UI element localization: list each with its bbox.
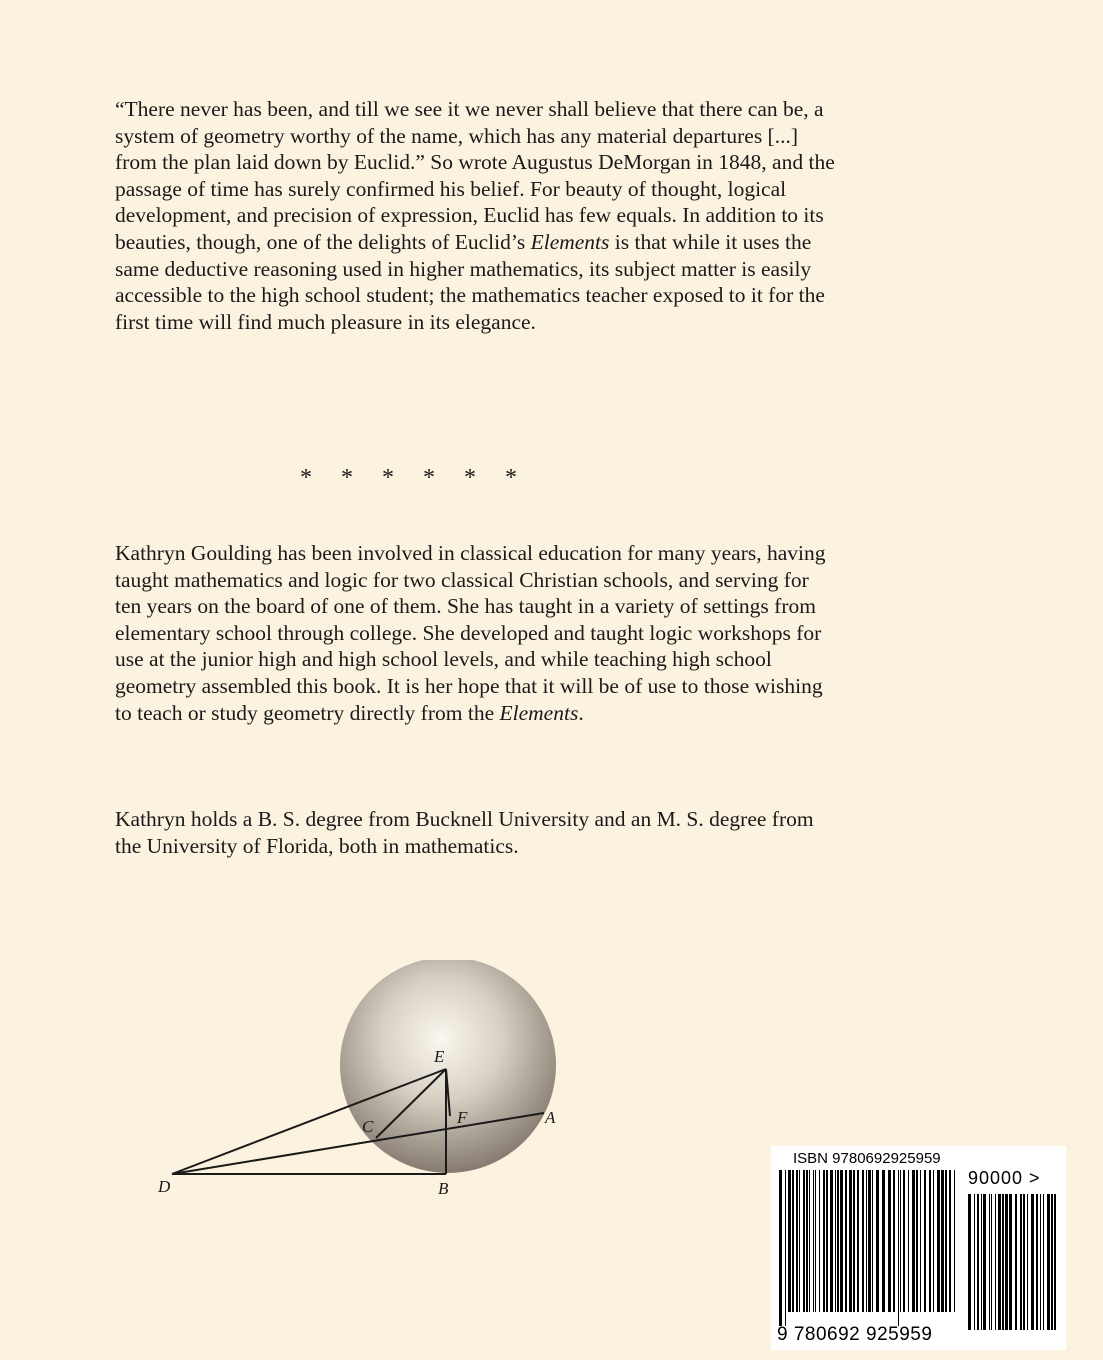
barcode-bar (876, 1170, 879, 1312)
barcode-bar (837, 1170, 839, 1312)
quote-paragraph (115, 96, 835, 335)
point-label-e: E (434, 1047, 445, 1066)
barcode-bar (1027, 1194, 1028, 1330)
barcode-bar (796, 1170, 798, 1312)
barcode-bar (1040, 1194, 1041, 1330)
barcode-bar (803, 1170, 805, 1312)
barcode-bar (989, 1194, 990, 1330)
ean-bars (777, 1170, 957, 1326)
barcode-bar (815, 1170, 816, 1312)
separator-asterisk: * (382, 465, 394, 491)
barcode-bar (830, 1170, 833, 1312)
bio-text: Kathryn Goulding has been involved in classical education for many years, having taught mathematics and logic for two classical Christian schools, and serving for ten years on the board of one of them. She has taught in a variety of settings from elementary school through college. She developed and taught logic workshops for use at the junior high and high school levels, and while teaching high school geometry assembled this book. It is her hope that it will be of use to those wishing to teach or study geometry directly from the (115, 541, 826, 725)
barcode-bar (974, 1194, 975, 1330)
barcode-bar (1002, 1194, 1004, 1330)
point-label-f: F (457, 1108, 468, 1127)
price-code: 90000 > (968, 1168, 1041, 1188)
barcode-bar (998, 1194, 1001, 1330)
section-separator (300, 465, 546, 492)
barcode-bar (995, 1194, 996, 1330)
barcode-bar (949, 1170, 951, 1312)
barcode-bar (983, 1194, 986, 1330)
bio-book-title: Elements (499, 700, 579, 725)
barcode-bar (882, 1170, 885, 1312)
isbn-label: ISBN 9780692925959 (793, 1150, 941, 1167)
barcode-bar (1051, 1194, 1053, 1330)
barcode-bar (849, 1170, 852, 1312)
barcode-bar (1023, 1194, 1025, 1330)
barcode-bar (924, 1170, 926, 1312)
point-label-b: B (438, 1179, 449, 1198)
barcode-bar (968, 1194, 971, 1330)
separator-asterisk: * (464, 465, 476, 491)
barcode-bar (866, 1170, 867, 1312)
barcode-bar (835, 1170, 836, 1312)
barcode-bar (853, 1170, 855, 1312)
barcode-bar (977, 1194, 979, 1330)
barcode-bar (823, 1170, 825, 1312)
barcode-bar (1015, 1194, 1017, 1330)
addon-bars (966, 1194, 1058, 1344)
barcode-bar (937, 1170, 940, 1312)
barcode-bar (857, 1170, 859, 1312)
ean-digits: 9 780692 925959 (777, 1324, 933, 1345)
barcode-bar (1036, 1194, 1038, 1330)
barcode-bar (1047, 1194, 1050, 1330)
barcode-bar (840, 1170, 843, 1312)
barcode-bar (916, 1170, 918, 1312)
barcode-bar (908, 1170, 909, 1312)
barcode-bar (788, 1170, 791, 1312)
barcode-bar (806, 1170, 808, 1312)
barcode-bar (1020, 1194, 1022, 1330)
barcode-bar (893, 1170, 895, 1312)
quote-text: “There never has been, and till we see it we never shall believe that there can be, a system of geometry worthy of the name, which has any material departures [...] from the plan laid down by Euclid.” So wrote Augustus DeMorgan in 1848, and the passage of time has surely confirmed his belief. For beauty of thought, logical development, and precision of expression, Euclid has few equals. In addition to its beauties, though, one of the delights of Euclid’s (115, 97, 835, 254)
separator-asterisk: * (423, 465, 435, 491)
barcode-bar (941, 1170, 944, 1312)
separator-asterisk: * (300, 465, 312, 491)
barcode-bar (929, 1170, 931, 1312)
barcode-bar (872, 1170, 873, 1312)
barcode-bar (888, 1170, 891, 1312)
barcode-bar (903, 1170, 905, 1312)
barcode-bar (785, 1170, 786, 1326)
point-label-c: C (362, 1117, 374, 1136)
point-label-d: D (158, 1177, 171, 1196)
barcode-bar (920, 1170, 921, 1312)
separator-asterisk: * (505, 465, 517, 491)
barcode-bar (826, 1170, 828, 1312)
barcode-bar (819, 1170, 820, 1312)
barcode-bar (900, 1170, 901, 1312)
barcode-bar (799, 1170, 800, 1312)
quote-text-end: is that while it uses the same deductive reasoning used in higher mathematics, its subject matter is easily accessible to the high school student; the mathematics teacher exposed to it for the first time will find much pleasure in its elegance. (115, 229, 825, 334)
barcode-bar (845, 1170, 847, 1312)
barcode-bar (868, 1170, 871, 1312)
barcode-bar (1043, 1194, 1044, 1330)
barcode-bar (1054, 1194, 1056, 1330)
barcode-bar (1031, 1194, 1034, 1330)
quote-book-title: Elements (530, 229, 610, 254)
barcode-bar (813, 1170, 814, 1312)
isbn-barcode (771, 1146, 1066, 1350)
barcode-bar (792, 1170, 794, 1312)
barcode-bar (945, 1170, 947, 1312)
barcode-bar (912, 1170, 915, 1312)
barcode-bar (1009, 1194, 1012, 1330)
barcode-bar (981, 1194, 982, 1330)
barcode-bar (779, 1170, 782, 1326)
barcode-bar (1005, 1194, 1008, 1330)
barcode-bar (954, 1170, 955, 1312)
barcode-bar (809, 1170, 810, 1312)
barcode-bar (862, 1170, 864, 1312)
author-degrees-paragraph: Kathryn holds a B. S. degree from Bucknell University and an M. S. degree from the University of Florida, both in mathematics. (115, 807, 814, 858)
barcode-bar (933, 1170, 934, 1312)
bio-text-end: . (578, 700, 584, 725)
barcode-bar (991, 1194, 992, 1330)
barcode-bar (898, 1170, 899, 1326)
author-bio-paragraph (115, 540, 835, 726)
point-label-a: A (545, 1108, 556, 1127)
geometry-diagram (150, 960, 610, 1210)
separator-asterisk: * (341, 465, 353, 491)
